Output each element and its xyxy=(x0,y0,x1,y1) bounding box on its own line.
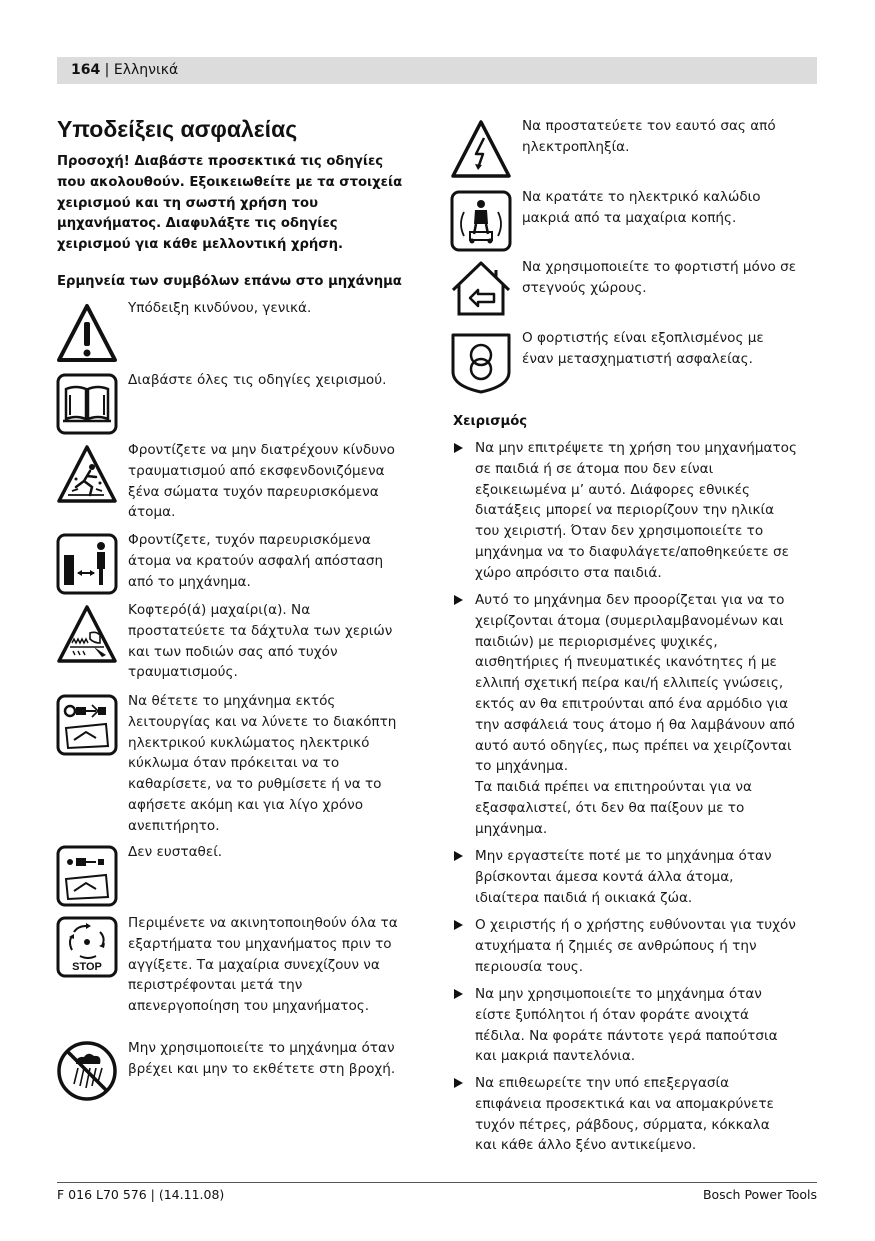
thrown-objects-icon xyxy=(56,443,118,505)
unplug-before-maintenance-icon xyxy=(56,694,118,756)
stop-label: STOP xyxy=(72,961,102,973)
header-text xyxy=(71,61,178,80)
sharp-blades-icon xyxy=(56,603,118,665)
symbol-description: Κοφτερό(ά) μαχαίρι(α). Να προστατεύετε τα δάχτυλα των χεριών και των ποδιών σας από τυχόν τραυματισμούς. xyxy=(128,602,393,681)
footer-divider xyxy=(57,1182,817,1183)
header-language: Ελληνικά xyxy=(113,62,179,78)
safe-distance-icon xyxy=(56,533,118,595)
not-applicable-icon xyxy=(56,845,118,907)
wait-until-stop-icon xyxy=(56,916,118,978)
bullet-arrow-icon xyxy=(454,443,463,453)
indoor-use-only-icon xyxy=(450,258,512,320)
symbol-description: Να προστατεύετε τον εαυτό σας από ηλεκτροπληξία. xyxy=(522,118,776,155)
cable-away-from-blades-icon xyxy=(450,190,512,252)
header-separator: | xyxy=(100,62,114,78)
safety-transformer-icon xyxy=(450,332,512,394)
symbol-description: Μην χρησιμοποιείτε το μηχάνημα όταν βρέχει και μην το εκθέτετε στη βροχή. xyxy=(128,1040,396,1077)
general-danger-icon xyxy=(56,302,118,364)
bullet-arrow-icon xyxy=(454,989,463,999)
intro-line: μηχανήματος. Διαφυλάξτε τις οδηγίες xyxy=(57,216,338,232)
intro-line: χειρισμού και τη σωστή χρήση του xyxy=(57,195,319,211)
intro-line: Προσοχή! Διαβάστε προσεκτικά τις οδηγίες xyxy=(57,154,384,169)
symbol-description: Διαβάστε όλες τις οδηγίες χειρισμού. xyxy=(128,372,387,388)
symbol-description: Να κρατάτε το ηλεκτρικό καλώδιο μακριά από τα μαχαίρια κοπής. xyxy=(522,189,761,226)
page-header xyxy=(57,57,817,84)
read-manual-icon xyxy=(56,373,118,435)
intro-line: που ακολουθούν. Εξοικειωθείτε με τα στοιχεία xyxy=(57,174,403,190)
bullet-arrow-icon xyxy=(454,1078,463,1088)
no-rain-icon xyxy=(56,1040,118,1102)
symbol-description: Περιμένετε να ακινητοποιηθούν όλα τα εξαρτήματα του μηχανήματος πριν το αγγίξετε. Τα μαχαίρια συνεχίζουν να περιστρέφονται μετά την απενεργοποίηση του μηχανήματος. xyxy=(128,915,398,1015)
symbol-description: Δεν ευσταθεί. xyxy=(128,844,223,860)
footer-document-id: F 016 L70 576 | (14.11.08) xyxy=(57,1187,225,1202)
symbol-description: Να χρησιμοποιείτε το φορτιστή μόνο σε στεγνούς χώρους. xyxy=(522,259,797,296)
bullet-arrow-icon xyxy=(454,595,463,605)
symbol-description: Ο φορτιστής είναι εξοπλισμένος με έναν μετασχηματιστή ασφαλείας. xyxy=(522,330,764,367)
bullet-arrow-icon xyxy=(454,920,463,930)
intro-line: χειρισμού για κάθε μελλοντική χρήση. xyxy=(57,237,343,253)
page-title: Υποδείξεις ασφαλείας xyxy=(57,116,298,142)
symbol-description: Να θέτετε το μηχάνημα εκτός λειτουργίας και να λύνετε το διακόπτη ηλεκτρικού κυκλώματος ηλεκτρικό κύκλωμα όταν πρόκειται να το καθαρίσετε, να το ρυθμίσετε ή να το αφήσετε ακόμη και για λίγο χρόνο ανεπιτήρητο. xyxy=(128,693,397,834)
page-number: 164 xyxy=(71,62,101,78)
operation-heading: Χειρισμός xyxy=(453,414,528,429)
electric-shock-icon xyxy=(450,118,512,180)
bullet-arrow-icon xyxy=(454,851,463,861)
intro-warning xyxy=(57,152,429,256)
symbol-description: Υπόδειξη κινδύνου, γενικά. xyxy=(128,300,312,316)
symbol-description: Φροντίζετε να μην διατρέχουν κίνδυνο τραυματισμού από εκσφενδονιζόμενα ξένα σώματα τυχόν παρευρισκόμενα άτομα. xyxy=(128,442,395,521)
footer-brand: Bosch Power Tools xyxy=(702,1187,817,1202)
symbol-description: Φροντίζετε, τυχόν παρευρισκόμενα άτομα να κρατούν ασφαλή απόσταση από το μηχάνημα. xyxy=(128,532,384,590)
symbols-heading: Ερμηνεία των συμβόλων επάνω στο μηχάνημα xyxy=(57,274,402,289)
